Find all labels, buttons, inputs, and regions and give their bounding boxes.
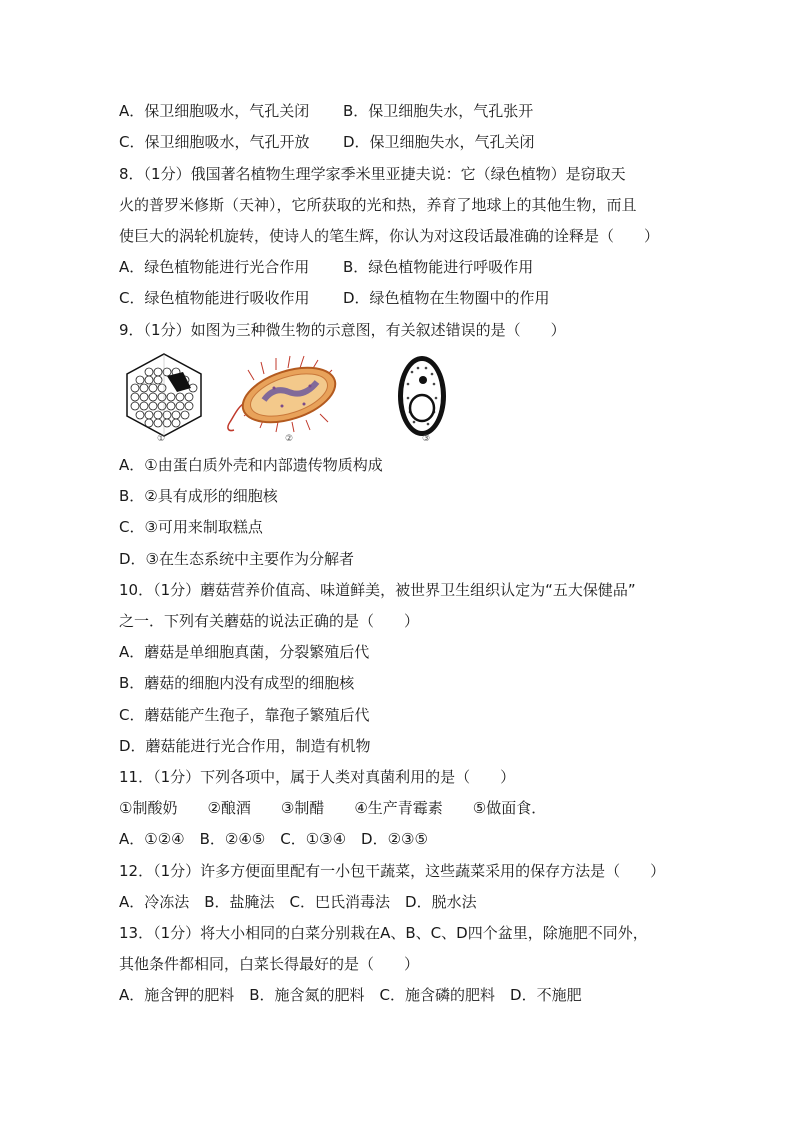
q7-options-row-2 [119,132,535,152]
q7-option-b: B．保卫细胞失水，气孔张开 [343,102,534,120]
virus-illustration [119,350,209,445]
q7-option-c: C．保卫细胞吸水，气孔开放 [119,133,310,151]
q13-options: A．施含钾的肥料 B．施含氮的肥料 C．施含磷的肥料 D．不施肥 [119,986,582,1004]
q9-stem: 9．（1分）如图为三种微生物的示意图，有关叙述错误的是（ ） [119,321,566,339]
q10-option-c: C．蘑菇能产生孢子，靠孢子繁殖后代 [119,706,370,724]
q10-option-b: B．蘑菇的细胞内没有成型的细胞核 [119,674,355,692]
q12-options: A．冷冻法 B．盐腌法 C．巴氏消毒法 D．脱水法 [119,893,477,911]
q8-option-a: A．绿色植物能进行光合作用 [119,258,310,276]
q13-stem-line-1: 13．（1分）将大小相同的白菜分别栽在A、B、C、D四个盆里，除施肥不同外， [119,924,648,942]
q9-option-c: C．③可用来制取糕点 [119,518,263,536]
q8-option-d: D．绿色植物在生物圈中的作用 [343,289,550,307]
q9-figure [119,350,459,450]
q11-options: A．①②④ B．②④⑤ C．①③④ D．②③⑤ [119,830,428,848]
q10-option-a: A．蘑菇是单细胞真菌，分裂繁殖后代 [119,643,370,661]
bacterium-illustration [224,350,354,445]
q9-option-a: A．①由蛋白质外壳和内部遗传物质构成 [119,456,383,474]
q8-option-b: B．绿色植物能进行呼吸作用 [343,258,534,276]
q11-items: ①制酸奶 ②酿酒 ③制醋 ④生产青霉素 ⑤做面食． [119,799,547,817]
figure-label-1: ① [157,434,166,444]
figure-label-3: ③ [422,434,431,444]
q10-option-d: D．蘑菇能进行光合作用，制造有机物 [119,737,371,755]
q8-options-row-2 [119,288,550,308]
q10-stem-line-2: 之一．下列有关蘑菇的说法正确的是（ ） [119,612,420,630]
q8-stem-line-1: 8．（1分）俄国著名植物生理学家季米里亚捷夫说：它（绿色植物）是窃取天 [119,165,626,183]
q8-options-row-1 [119,257,534,277]
q7-options-row-1 [119,101,534,121]
q7-option-a: A．保卫细胞吸水，气孔关闭 [119,102,310,120]
q7-option-d: D．保卫细胞失水，气孔关闭 [343,133,535,151]
q10-stem-line-1: 10．（1分）蘑菇营养价值高、味道鲜美，被世界卫生组织认定为“五大保健品” [119,581,636,599]
figure-label-2: ② [285,434,294,444]
q9-option-d: D．③在生态系统中主要作为分解者 [119,550,354,568]
q13-stem-line-2: 其他条件都相同，白菜长得最好的是（ ） [119,955,420,973]
q8-option-c: C．绿色植物能进行吸收作用 [119,289,310,307]
q8-stem-line-2: 火的普罗米修斯（天神），它所获取的光和热，养育了地球上的其他生物，而且 [119,196,637,214]
q9-option-b: B．②具有成形的细胞核 [119,487,278,505]
q8-stem-line-3: 使巨大的涡轮机旋转，使诗人的笔生辉，你认为对这段话最准确的诠释是（ ） [119,227,660,245]
q11-stem: 11．（1分）下列各项中，属于人类对真菌利用的是（ ） [119,768,516,786]
yeast-illustration [394,350,454,445]
q12-stem: 12．（1分）许多方便面里配有一小包干蔬菜，这些蔬菜采用的保存方法是（ ） [119,862,666,880]
